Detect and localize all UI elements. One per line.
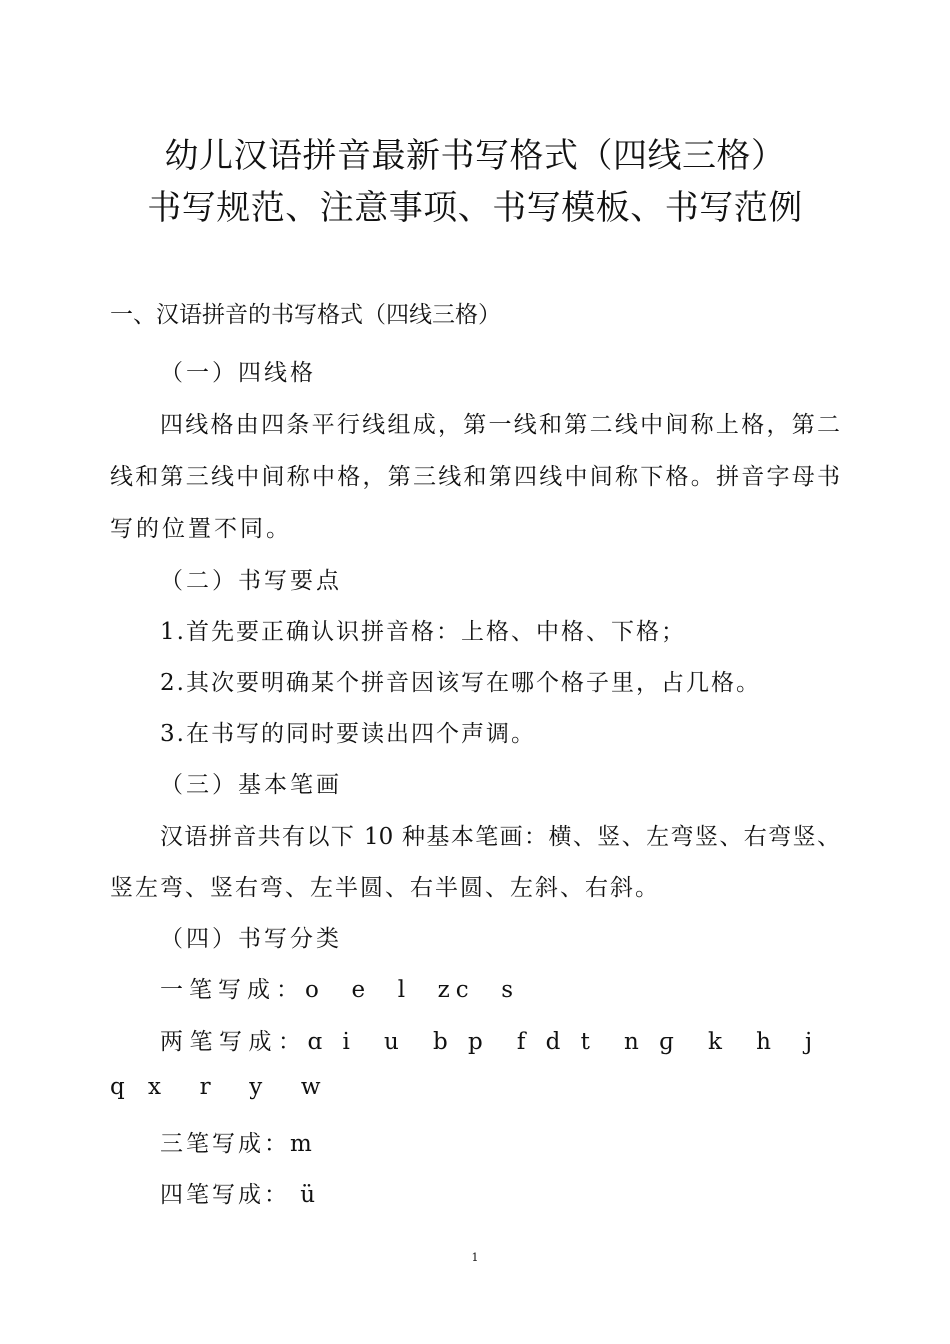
paragraph-line: 竖左弯、竖右弯、左半圆、右半圆、左斜、右斜。 <box>110 875 660 901</box>
stroke-class-two: 两笔写成：ɑ i u b p f d t n ɡ k h j <box>160 1029 819 1055</box>
page-number: 1 <box>471 1251 479 1264</box>
subsection-heading-key-points: （二）书写要点 <box>160 568 342 594</box>
subsection-heading-classification: （四）书写分类 <box>160 926 342 952</box>
document-title-line1: 幼儿汉语拼音最新书写格式（四线三格） <box>164 136 786 176</box>
paragraph-line: 四线格由四条平行线组成，第一线和第二线中间称上格，第二 <box>160 412 840 438</box>
paragraph-line: 写的位置不同。 <box>110 516 292 542</box>
subsection-heading-four-line: （一）四线格 <box>160 360 316 386</box>
subsection-heading-basic-strokes: （三）基本笔画 <box>160 772 342 798</box>
paragraph-line: 汉语拼音共有以下 10 种基本笔画：横、竖、左弯竖、右弯竖、 <box>160 824 840 850</box>
section-heading-1: 一、汉语拼音的书写格式（四线三格） <box>110 302 501 328</box>
stroke-class-one: 一笔写成：o e l zc s <box>160 977 520 1003</box>
list-item: 2.其次要明确某个拼音因该写在哪个格子里，占几格。 <box>160 670 761 696</box>
stroke-class-two-cont: q x r y w <box>110 1074 329 1100</box>
stroke-class-four: 四笔写成： ü <box>160 1182 319 1208</box>
document-title-line2: 书写规范、注意事项、书写模板、书写范例 <box>147 188 803 228</box>
paragraph-line: 线和第三线中间称中格，第三线和第四线中间称下格。拼音字母书 <box>110 464 840 490</box>
list-item: 1.首先要正确认识拼音格：上格、中格、下格； <box>160 619 686 645</box>
list-item: 3.在书写的同时要读出四个声调。 <box>160 721 536 747</box>
stroke-class-three: 三笔写成：m <box>160 1131 315 1157</box>
